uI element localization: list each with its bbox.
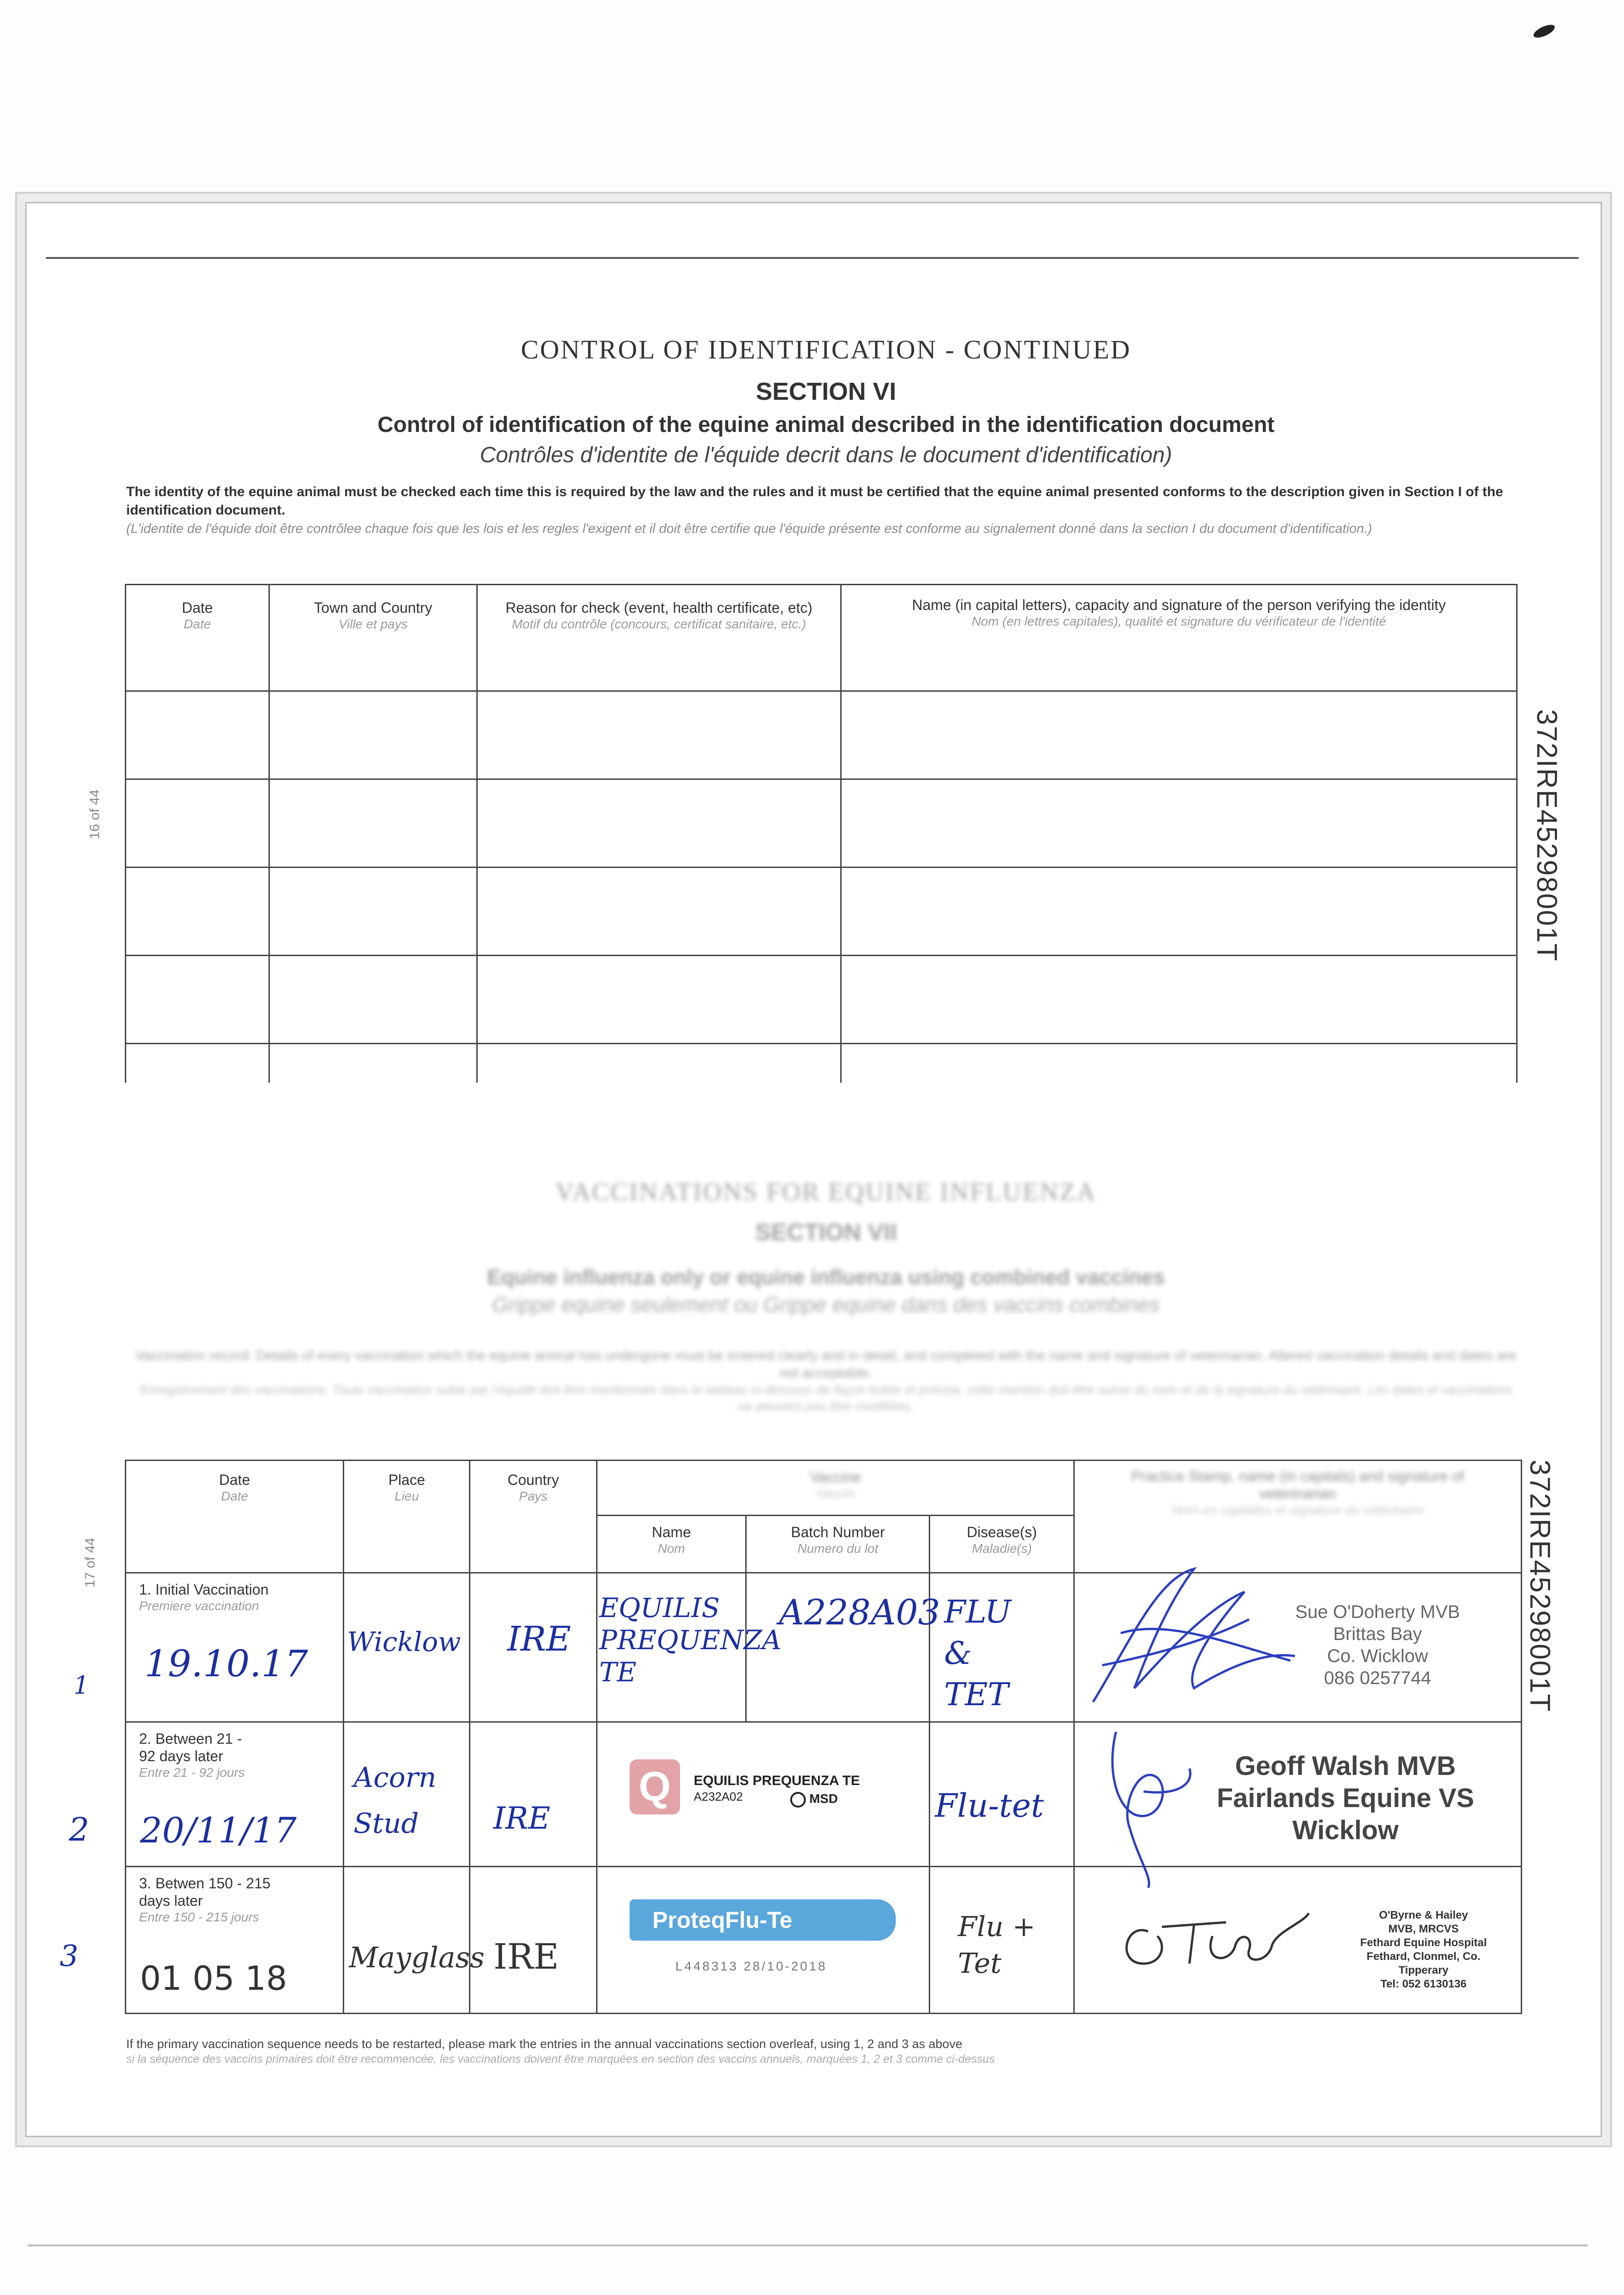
row1-stamp <box>1281 1601 1474 1689</box>
row1-label-fr: Premiere vaccination <box>139 1599 259 1613</box>
row2-stamp-line: Geoff Walsh MVB <box>1235 1751 1456 1781</box>
scan-edge <box>28 2245 1588 2246</box>
intro-text: The identity of the equine animal must be checked each time this is required by the law and the rules and it must be certified that the equine animal presented conforms to the description given in Section I of the identification document. <box>126 484 1503 518</box>
table-row <box>126 1573 1522 1722</box>
q-logo: Q <box>630 1759 680 1814</box>
section-subtitle: Control of identification of the equine animal described in the identification document <box>377 413 1275 437</box>
vcol-stamp-fr: Nom en capitales et signature du vétérinaire <box>1172 1503 1423 1517</box>
row2-stamp <box>1208 1750 1483 1847</box>
footer-note-fr: si la séquence des vaccins primaires doit être recommencée, les vaccinations doivent être marquées en section des vaccins annuels, marquées 1, 2 et 3 comme ci-dessus <box>126 2053 995 2066</box>
row1-disease: FLU & TET <box>944 1594 1011 1713</box>
row1-signature <box>1075 1551 1313 1734</box>
margin-number-2: 2 <box>69 1811 89 1848</box>
row3-label: 3. Betwen 150 - 215 days later <box>139 1875 271 1909</box>
row2-stamp-line: Wicklow <box>1292 1815 1399 1845</box>
margin-number-1: 1 <box>73 1671 89 1700</box>
section-subtitle-fr: Contrôles d'identite de l'équide decrit dans le document d'identification) <box>480 443 1172 467</box>
row3-country: IRE <box>493 1936 559 1977</box>
vcol-place-fr: Lieu <box>394 1489 419 1503</box>
row1-country: IRE <box>507 1619 571 1659</box>
vacc-section-heading: SECTION VII <box>755 1219 897 1246</box>
vcol-date: Date <box>219 1472 250 1488</box>
msd-brand: MSD <box>809 1791 838 1806</box>
row2-disease: Flu-tet <box>935 1787 1044 1825</box>
vacc-record-text-fr: Enregistrement des vaccinations: Toute vaccination subie par l'équidé doit être mentionnée dans le tableau ci-dessous de façon lisible et précise, cette mention doit être suivie du nom et de la signature du vétérinaire. Les dates et vaccinations ne peuvent pas être modifiées. <box>140 1383 1512 1413</box>
vcol-place: Place <box>388 1472 425 1488</box>
vcol-batch: Batch Number <box>791 1524 885 1540</box>
vcol-stamp: Practice Stamp, name (in capitals) and signature of veterinarian <box>1131 1468 1464 1502</box>
row1-stamp-line: 086 0257744 <box>1324 1668 1431 1688</box>
row1-place: Wicklow <box>347 1626 461 1657</box>
vacc-subtitle-fr: Grippe equine seulement ou Grippe equine dans des vaccins combines <box>492 1293 1160 1316</box>
vcol-country-fr: Pays <box>519 1489 548 1503</box>
row1-stamp-line: Sue O'Doherty MVB <box>1295 1602 1460 1622</box>
msd-logo <box>790 1791 838 1808</box>
vcol-country: Country <box>508 1472 559 1488</box>
col-verifier: Name (in capital letters), capacity and signature of the person verifying the identity <box>912 597 1446 613</box>
vcol-batch-fr: Numero du lot <box>797 1541 878 1556</box>
page-title: CONTROL OF IDENTIFICATION - CONTINUED <box>521 335 1131 364</box>
table-row <box>126 779 1517 868</box>
row2-label-fr: Entre 21 - 92 jours <box>139 1765 245 1780</box>
top-rule <box>46 257 1579 259</box>
scan-speck <box>1532 22 1557 40</box>
table-row <box>126 691 1517 779</box>
row3-stamp-line: Fethard Equine Hospital <box>1360 1937 1487 1949</box>
row2-stamp-line: Fairlands Equine VS <box>1217 1783 1474 1813</box>
col-town-fr: Ville et pays <box>338 617 408 631</box>
table-row <box>126 1867 1522 2014</box>
col-reason-fr: Motif du contrôle (concours, certificat sanitaire, etc.) <box>512 617 806 631</box>
row3-stamp <box>1345 1909 1501 1991</box>
row2-place: Acorn Stud <box>353 1762 436 1840</box>
row3-stamp-line: Fethard, Clonmel, Co. Tipperary <box>1367 1950 1481 1976</box>
col-reason: Reason for check (event, health certificate, etc) <box>505 599 813 616</box>
row3-label-fr: Entre 150 - 215 jours <box>139 1910 259 1924</box>
intro-text-fr: (L'identite de l'équide doit être contrôlee chaque fois que les lois et les regles l'exigent et il doit être certifie que l'équide présente est conforme au signalement donné dans la section I du document d'identification.) <box>126 521 1373 536</box>
row1-vaccine-name: EQUILIS PREQUENZA TE <box>599 1592 781 1688</box>
row1-stamp-line: Brittas Bay <box>1333 1624 1422 1644</box>
vcol-date-fr: Date <box>221 1489 248 1503</box>
vacc-title: VACCINATIONS FOR EQUINE INFLUENZA <box>555 1178 1097 1206</box>
vcol-name: Name <box>652 1524 691 1540</box>
row3-signature <box>1111 1895 1318 1987</box>
table-row <box>126 1044 1517 1083</box>
table-row <box>126 956 1517 1044</box>
msd-icon <box>790 1792 806 1808</box>
table-row <box>126 1722 1522 1867</box>
vcol-disease: Disease(s) <box>966 1524 1037 1540</box>
row1-label: 1. Initial Vaccination <box>139 1581 269 1598</box>
document-id-lower: 372IRE45298001T <box>1524 1460 1556 1713</box>
row2-label: 2. Between 21 - 92 days later <box>139 1730 242 1764</box>
document-id-upper: 372IRE45298001T <box>1531 709 1563 962</box>
vcol-vaccine: Vaccine <box>809 1469 861 1485</box>
row3-disease: Flu + Tet <box>958 1911 1036 1980</box>
row3-place: Mayglass <box>349 1941 485 1974</box>
vcol-vaccine-fr: Vaccin <box>816 1486 854 1500</box>
vaccination-table <box>125 1460 1522 2014</box>
table-row <box>126 868 1517 956</box>
row3-stamp-line: O'Byrne & Hailey <box>1379 1909 1468 1921</box>
row2-date: 20/11/17 <box>140 1810 297 1851</box>
row1-date: 19.10.17 <box>145 1642 308 1685</box>
col-date: Date <box>182 599 213 616</box>
identity-check-table <box>125 584 1518 1083</box>
row2-vaccine-label-batch: A232A02 <box>693 1790 743 1803</box>
row1-stamp-line: Co. Wicklow <box>1327 1646 1429 1666</box>
col-town: Town and Country <box>314 599 432 616</box>
page-number-upper: 16 of 44 <box>87 789 102 840</box>
row3-stamp-line: MVB, MRCVS <box>1388 1923 1459 1935</box>
vacc-subtitle: Equine influenza only or equine influenza using combined vaccines <box>487 1265 1165 1289</box>
margin-number-3: 3 <box>60 1939 78 1973</box>
row2-country: IRE <box>493 1801 551 1836</box>
footer-note: If the primary vaccination sequence needs to be restarted, please mark the entries in the annual vaccinations section overleaf, using 1, 2 and 3 as above <box>126 2037 963 2051</box>
vcol-disease-fr: Maladie(s) <box>971 1541 1032 1556</box>
row2-vaccine-label-name: EQUILIS PREQUENZA TE <box>693 1773 860 1788</box>
vacc-record-text: Vaccination record: Details of every vaccination which the equine animal has undergone must be entered clearly and in detail, and completed with the name and signature of veterinarian. Altered vaccination details and dates are not acceptable. <box>135 1348 1517 1381</box>
col-verifier-fr: Nom (en lettres capitales), qualité et signature du vérificateur de l'identité <box>971 614 1386 628</box>
row3-date: 01 05 18 <box>140 1959 287 1998</box>
col-date-fr: Date <box>184 617 211 631</box>
row3-vaccine-code: L448313 28/10-2018 <box>675 1959 827 1973</box>
row1-batch: A228A03 <box>779 1592 940 1633</box>
page-number-lower: 17 of 44 <box>83 1538 98 1588</box>
proteqflu-label: ProteqFlu-Te <box>630 1899 896 1941</box>
row3-stamp-line: Tel: 052 6130136 <box>1380 1978 1467 1990</box>
section-heading: SECTION VI <box>755 378 897 405</box>
vcol-name-fr: Nom <box>658 1541 685 1556</box>
